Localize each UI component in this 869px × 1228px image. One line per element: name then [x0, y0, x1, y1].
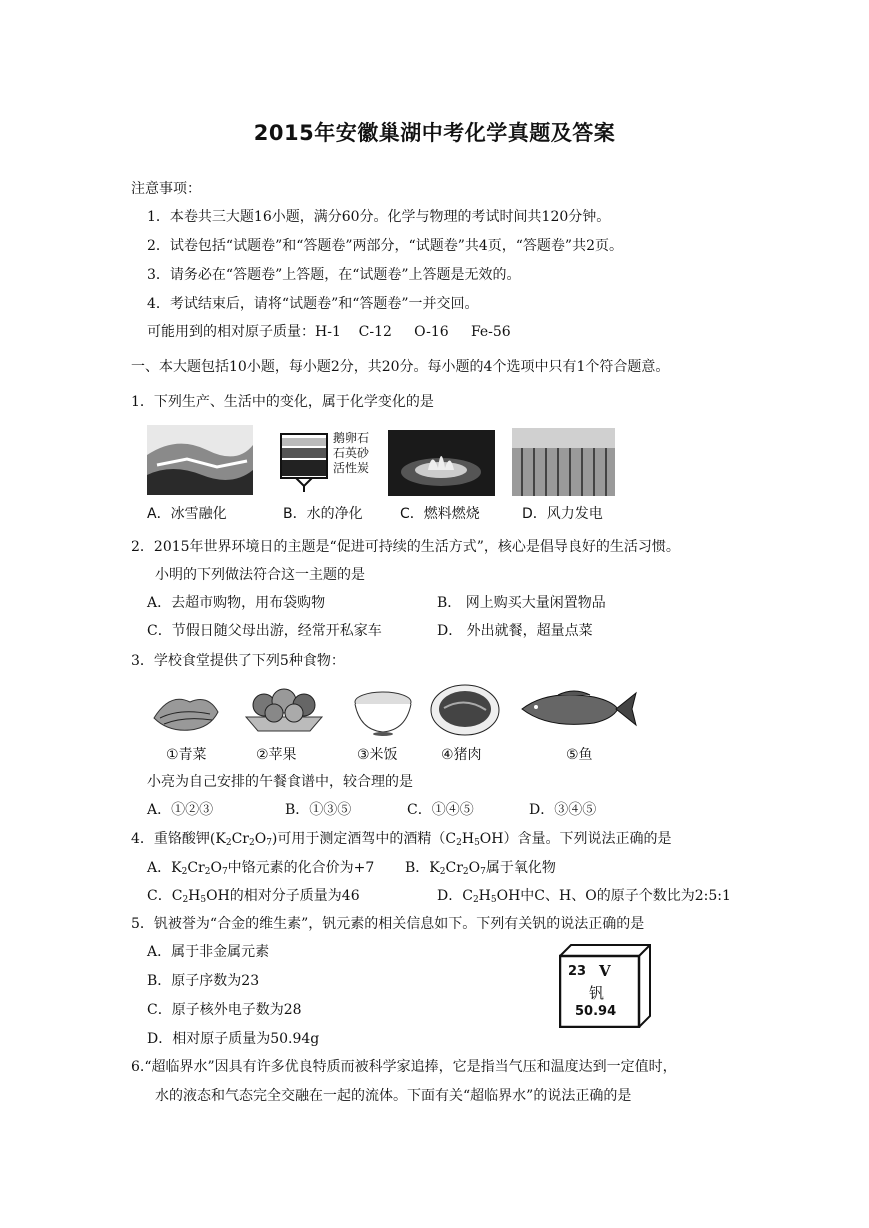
- question-6-stem-2: 水的液态和气态完全交融在一起的流体。下面有关“超临界水”的说法正确的是: [155, 1088, 632, 1104]
- food-label-1: ①青菜: [166, 747, 207, 763]
- rice-bowl-image: [350, 688, 416, 736]
- q5-option-c: C．原子核外电子数为28: [147, 1002, 302, 1018]
- element-atomic-number: 23: [568, 964, 587, 979]
- q1-caption-c: C．燃料燃烧: [400, 506, 480, 522]
- question-6-stem-1: 6.“超临界水”因具有许多优良特质而被科学家追捧，它是指当气压和温度达到一定值时，: [131, 1059, 677, 1075]
- q2-option-d: D． 外出就餐，超量点菜: [437, 623, 593, 639]
- notice-item-1: 1．本卷共三大题16小题，满分60分。化学与物理的考试时间共120分钟。: [147, 209, 611, 225]
- notice-item-3: 3．请务必在“答题卷”上答题，在“试题卷”上答题是无效的。: [147, 267, 521, 283]
- question-3-prompt: 小亮为自己安排的午餐食谱中，较合理的是: [147, 774, 413, 790]
- q5-option-a: A．属于非金属元素: [147, 944, 270, 960]
- food-label-2: ②苹果: [256, 747, 297, 763]
- q1-caption-a: A．冰雪融化: [147, 506, 227, 522]
- q4-option-a: A．$K_2Cr_2O_7$中铬元素的化合价为+7: [147, 860, 375, 877]
- question-2-stem-1: 2．2015年世界环境日的主题是“促进可持续的生活方式”，核心是倡导良好的生活习惯。: [131, 539, 680, 555]
- question-2-stem-2: 小明的下列做法符合这一主题的是: [155, 567, 365, 583]
- q4-option-b: B．$K_2Cr_2O_7$属于氧化物: [405, 860, 556, 877]
- element-atomic-mass: 50.94: [575, 1004, 617, 1019]
- q1-caption-b: B．水的净化: [283, 506, 363, 522]
- question-4-stem: 4．重铬酸钾$(K_2Cr_2O_7)$可用于测定酒驾中的酒精$(C_2H_5OH)$含量。下列说法正确的是: [131, 831, 672, 848]
- notice-item-2: 2．试卷包括“试题卷”和“答题卷”两部分，“试题卷”共4页，“答题卷”共2页。: [147, 238, 623, 254]
- water-filter-diagram: [278, 430, 334, 492]
- filter-label-carbon: 活性炭: [333, 461, 370, 475]
- pork-image: [428, 682, 502, 738]
- food-label-4: ④猪肉: [441, 747, 482, 763]
- q1-caption-d: D．风力发电: [522, 506, 603, 522]
- apple-image: [240, 683, 328, 733]
- food-label-3: ③米饭: [357, 747, 398, 763]
- q2-option-a: A．去超市购物，用布袋购物: [147, 595, 326, 611]
- q3-option-a: A．①②③: [147, 802, 214, 818]
- element-name: 钒: [589, 984, 605, 1002]
- q4-option-d: D．$C_2H_5OH$中C、H、O的原子个数比为2:5:1: [437, 888, 731, 905]
- element-symbol: V: [599, 962, 611, 980]
- filter-label-quartz: 石英砂: [333, 446, 370, 460]
- notice-item-4: 4．考试结束后，请将“试题卷”和“答题卷”一并交回。: [147, 296, 479, 312]
- q2-option-b: B． 网上购买大量闲置物品: [437, 595, 606, 611]
- q5-option-b: B．原子序数为23: [147, 973, 260, 989]
- q3-option-b: B．①③⑤: [285, 802, 352, 818]
- notice-heading: 注意事项：: [131, 181, 201, 197]
- q3-option-c: C．①④⑤: [407, 802, 474, 818]
- question-1-stem: 1．下列生产、生活中的变化，属于化学变化的是: [131, 394, 434, 410]
- vanadium-element-card: [559, 944, 651, 1028]
- question-5-stem: 5．钒被誉为“合金的维生素”，钒元素的相关信息如下。下列有关钒的说法正确的是: [131, 916, 645, 932]
- food-label-5: ⑤鱼: [566, 747, 593, 763]
- q3-option-d: D．③④⑤: [529, 802, 597, 818]
- vegetable-image: [150, 688, 222, 736]
- fuel-burning-photo: [388, 430, 495, 496]
- section-1-heading: 一、本大题包括10小题，每小题2分，共20分。每小题的4个选项中只有1个符合题意。: [131, 359, 670, 375]
- ice-melting-photo: [147, 425, 253, 495]
- q5-option-d: D．相对原子质量为50.94g: [147, 1031, 320, 1047]
- q4-option-c: C．$C_2H_5OH$的相对分子质量为46: [147, 888, 360, 905]
- wind-power-photo: [512, 428, 615, 496]
- q2-option-c: C．节假日随父母出游，经常开私家车: [147, 623, 382, 639]
- fish-image: [518, 683, 638, 735]
- filter-label-pebbles: 鹅卵石: [333, 431, 370, 445]
- question-3-stem: 3．学校食堂提供了下列5种食物：: [131, 653, 345, 669]
- page-title: 2015年安徽巢湖中考化学真题及答案: [253, 121, 616, 145]
- atomic-mass-line: 可能用到的相对原子质量：H-1 C-12 O-16 Fe-56: [147, 324, 511, 340]
